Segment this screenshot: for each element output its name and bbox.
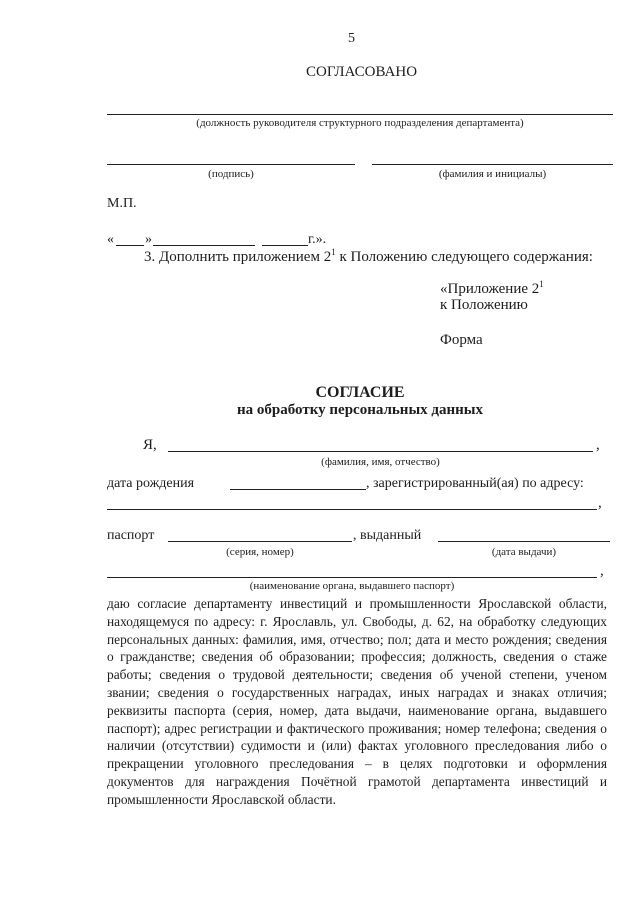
consent-subtitle: на обработку персональных данных [237, 402, 483, 418]
approval-heading: СОГЛАСОВАНО [306, 64, 418, 80]
passport-series-caption: (серия, номер) [226, 546, 294, 558]
appendix-line-2: к Положению [440, 297, 528, 313]
date-day-line [116, 245, 144, 246]
consent-body-text: даю согласие департаменту инвестиций и промышленности Ярославской области, находящемуся по адресу: г. Ярославль, ул. Свободы, д. 62, на обработку следующих персональных данных: фамилия, имя, отчество; пол; дата и место рождения; сведения о гражданстве; сведения об образовании; профессия; должность, сведения о стаже работы; сведения о трудовой деятельности; сведения об ученой степени, ученом звании; сведения о государственных наградах, иных наградах и знаках отличия; реквизиты паспорта (серия, номер, дата выдачи, наименование органа, выдавшего паспорт); адрес регистрации и фактического проживания; номер телефона; сведения о наличии (отсутствии) судимости и (или) фактах уголовного преследования либо о прекращении уголовного преследования – в целях подготовки и оформления документов для награждения Почётной грамотой департамента инвестиций и промышленности Ярославской области. [107, 596, 607, 807]
signature-line [107, 164, 355, 165]
i-label: Я, [143, 437, 157, 453]
birth-date-line [230, 489, 366, 490]
issuing-authority-caption: (наименование органа, выдавшего паспорт) [249, 580, 455, 592]
issuing-authority-line [107, 577, 597, 578]
position-caption: (должность руководителя структурного подразделения департамента) [196, 117, 524, 129]
full-name-comma: , [596, 437, 600, 453]
registered-label: , зарегистрированный(ая) по адресу: [366, 476, 584, 491]
issue-date-caption: (дата выдачи) [491, 546, 557, 558]
full-name-caption: (фамилия, имя, отчество) [321, 456, 440, 468]
full-name-line [168, 451, 593, 452]
authority-comma: , [600, 563, 604, 579]
date-year-line [262, 245, 308, 246]
name-line [372, 164, 613, 165]
birth-date-label: дата рождения [107, 476, 195, 491]
consent-title: СОГЛАСИЕ [315, 384, 405, 401]
page-number: 5 [348, 31, 355, 46]
date-open-quote: « [107, 232, 114, 247]
form-label: Форма [440, 332, 483, 348]
passport-label: паспорт [107, 528, 155, 543]
appendix-line-1: «Приложение $2^1$ [440, 279, 544, 297]
address-line [107, 509, 597, 510]
issued-label: , выданный [353, 528, 422, 543]
signature-caption: (подпись) [208, 168, 254, 180]
address-comma: , [598, 495, 602, 511]
amendment-text: 3. Дополнить приложением $2^1$ к Положению следующего содержания: [144, 247, 593, 265]
date-close-quote: » [145, 232, 152, 247]
position-line [107, 114, 613, 115]
passport-series-line [168, 541, 352, 542]
issue-date-line [438, 541, 610, 542]
name-initials-caption: (фамилия и инициалы) [438, 168, 547, 180]
stamp-label: М.П. [107, 196, 137, 211]
date-month-line [153, 245, 255, 246]
date-year-suffix: г.». [308, 232, 327, 247]
